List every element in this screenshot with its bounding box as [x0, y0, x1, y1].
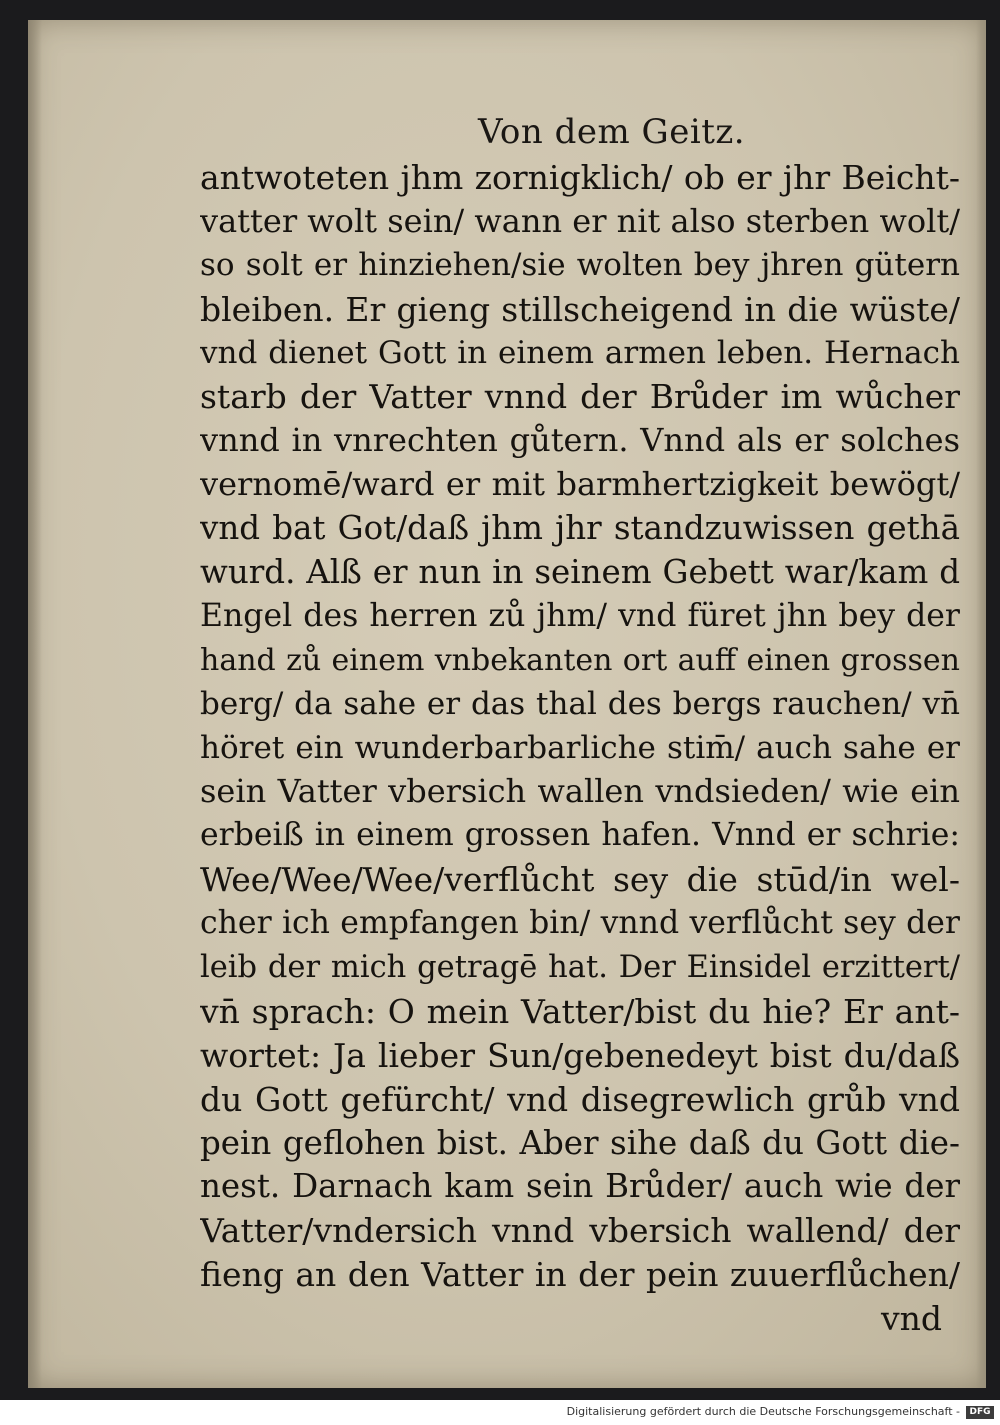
- text-line: wurd. Alß er nun in seinem Gebett war/kam d: [200, 553, 960, 592]
- page-gutter-shadow: [28, 20, 42, 1388]
- text-line: Vatter/vndersich vnnd vbersich wallend/ der: [200, 1211, 960, 1251]
- text-line: wortet: Ja lieber Sun/gebenedeyt bist du/daß: [200, 1035, 960, 1075]
- running-head: Von dem Geitz.: [478, 112, 746, 152]
- body-text: [200, 156, 960, 1341]
- text-line: Wee/Wee/Wee/verflůcht sey die stūd/in wel-: [200, 860, 960, 900]
- text-line: fieng an den Vatter in der pein zuuerflůchen/: [200, 1255, 960, 1295]
- text-line: vnd bat Got/daß jhm jhr standzuwissen gethā: [200, 509, 960, 548]
- text-line: pein geflohen bist. Aber sihe daß du Gott die-: [200, 1123, 960, 1162]
- digitization-credit: Digitalisierung gefördert durch die Deutsche Forschungsgemeinschaft -: [566, 1405, 960, 1418]
- text-line: vnnd in vnrechten gůtern. Vnnd als er solches: [200, 421, 960, 460]
- text-line: vatter wolt sein/ wann er nit also sterben wolt/: [200, 201, 960, 240]
- text-line: du Gott gefürcht/ vnd disegrewlich grůb vnd: [200, 1079, 960, 1119]
- text-line: starb der Vatter vnnd der Brůder im wůcher: [200, 377, 960, 417]
- text-line: leib der mich getragē hat. Der Einsidel erzittert/: [200, 950, 960, 986]
- text-line: antwoteten jhm zornigklich/ ob er jhr Beicht-: [200, 158, 960, 197]
- text-line: berg/ da sahe er das thal des bergs rauchen/ vn̄: [200, 685, 960, 722]
- text-line: nest. Darnach kam sein Brůder/ auch wie der: [200, 1167, 960, 1206]
- text-line: hand zů einem vnbekanten ort auff einen grossen: [200, 642, 960, 678]
- page-edge-shadow: [976, 20, 986, 1388]
- text-line: vnd dienet Gott in einem armen leben. Hernach: [200, 334, 960, 371]
- text-line: erbeiß in einem grossen hafen. Vnnd er schrie:: [200, 817, 960, 854]
- text-line: Engel des herren zů jhm/ vnd füret jhn bey der: [200, 597, 960, 634]
- text-line: vernomē/ward er mit barmhertzigkeit bewögt/: [200, 465, 960, 504]
- text-line: vn̄ sprach: O mein Vatter/bist du hie? Er ant-: [200, 991, 960, 1031]
- text-line: vnd: [880, 1299, 942, 1339]
- footer-bar: [0, 1400, 1000, 1425]
- dfg-logo: DFG: [966, 1406, 994, 1419]
- text-line: cher ich empfangen bin/ vnnd verflůcht sey der: [200, 905, 960, 942]
- text-line: sein Vatter vbersich wallen vndsieden/ wie ein: [200, 772, 960, 811]
- text-line: höret ein wunderbarbarliche stim̄/ auch sahe er: [200, 729, 960, 766]
- text-line: so solt er hinziehen/sie wolten bey jhren gütern: [200, 246, 960, 283]
- text-line: bleiben. Er gieng stillscheigend in die wüste/: [200, 289, 960, 329]
